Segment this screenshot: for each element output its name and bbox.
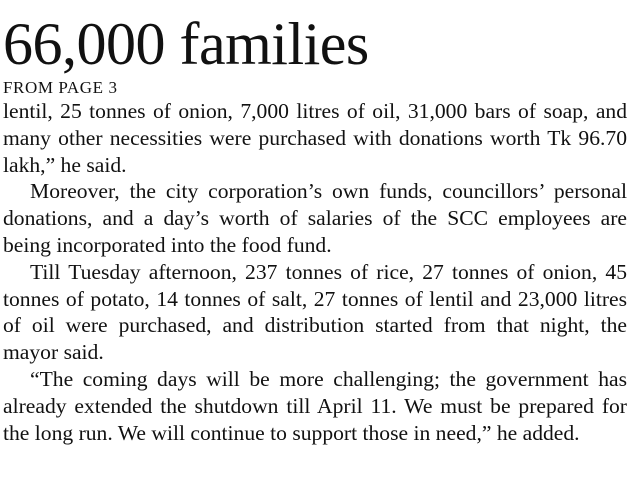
paragraph-2: Moreover, the city corporation’s own funds, councillors’ personal donations, and a day’s worth of salaries of the SCC employees are being incorporated into the food fund.: [3, 179, 627, 257]
continued-from-line: FROM PAGE 3: [3, 78, 118, 97]
paragraph-1: lentil, 25 tonnes of onion, 7,000 litres of oil, 31,000 bars of soap, and many other necessities were purchased with donations worth Tk 96.70 lakh,” he said.: [3, 99, 627, 177]
paragraph-4: “The coming days will be more challenging; the government has already extended the shutdown till April 11. We must be prepared for the long run. We will continue to support those in need,” he added.: [3, 366, 627, 445]
news-article: [3, 0, 627, 446]
headline: 66,000 families: [3, 11, 369, 77]
paragraph-3: Till Tuesday afternoon, 237 tonnes of rice, 27 tonnes of onion, 45 tonnes of potato, 14 tonnes of salt, 27 tonnes of lentil and 23,000 litres of oil were purchased, and distribution started from that night, the mayor said.: [3, 259, 627, 365]
